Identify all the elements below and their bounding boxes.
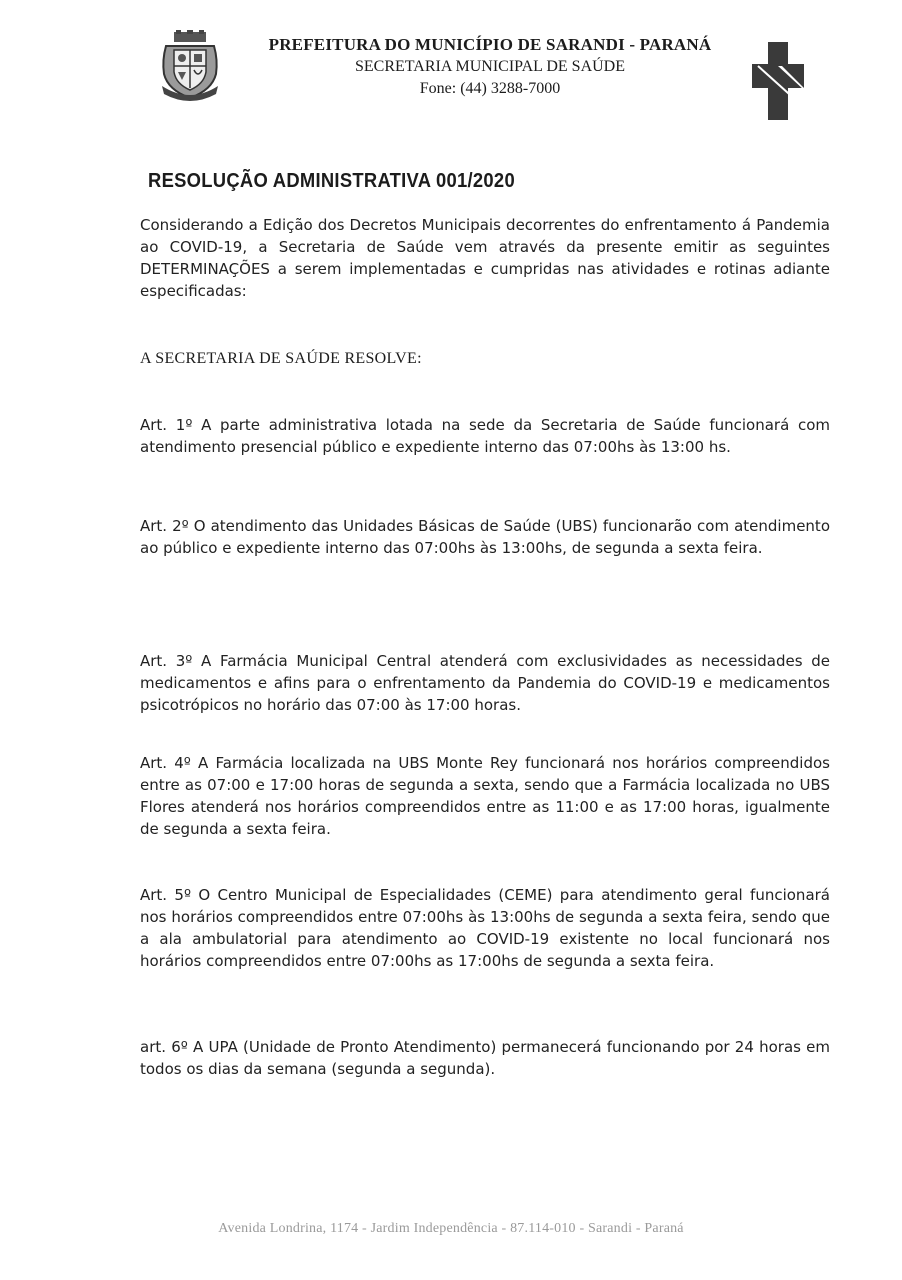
municipality-name: PREFEITURA DO MUNICÍPIO DE SARANDI - PARANÁ bbox=[268, 35, 712, 54]
article-label: Art. 2º bbox=[140, 517, 189, 535]
article-text: A Farmácia localizada na UBS Monte Rey funcionará nos horários compreendidos entre as 07:00 e 17:00 horas de segunda a sexta, sendo que a Farmácia localizada no UBS Flores atenderá nos horários compreendidos entre as 11:00 e as 17:00 horas, igualmente de segunda a sexta feira. bbox=[140, 754, 830, 838]
health-cross-icon bbox=[752, 42, 804, 120]
article-text: A UPA (Unidade de Pronto Atendimento) permanecerá funcionando por 24 horas em todos os dias da semana (segunda a segunda). bbox=[140, 1038, 830, 1078]
phone-number: Fone: (44) 3288-7000 bbox=[419, 80, 561, 97]
intro-paragraph: Considerando a Edição dos Decretos Municipais decorrentes do enfrentamento á Pandemia ao COVID-19, a Secretaria de Saúde vem através da presente emitir as seguintes DETERMINAÇÕES a serem implementadas e cumpridas nas atividades e rotinas adiante especificadas: bbox=[140, 216, 830, 300]
article-text: A parte administrativa lotada na sede da Secretaria de Saúde funcionará com atendimento presencial público e expediente interno das 07:00hs às 13:00 hs. bbox=[140, 416, 830, 456]
article-2 bbox=[140, 515, 830, 559]
article-label: Art. 1º bbox=[140, 416, 193, 434]
article-6 bbox=[140, 1036, 830, 1080]
article-label: Art. 4º bbox=[140, 754, 191, 772]
article-text: O atendimento das Unidades Básicas de Saúde (UBS) funcionarão com atendimento ao público e expediente interno das 07:00hs às 13:00hs, de segunda a sexta feira. bbox=[140, 517, 830, 557]
department-name: SECRETARIA MUNICIPAL DE SAÚDE bbox=[355, 58, 625, 75]
article-label: Art. 3º bbox=[140, 652, 193, 670]
document-title: RESOLUÇÃO ADMINISTRATIVA 001/2020 bbox=[148, 170, 515, 192]
article-4 bbox=[140, 752, 830, 840]
footer-address: Avenida Londrina, 1174 - Jardim Independência - 87.114-010 - Sarandi - Paraná bbox=[218, 1221, 684, 1236]
article-label: Art. 5º bbox=[140, 886, 192, 904]
article-5 bbox=[140, 884, 830, 972]
article-3 bbox=[140, 650, 830, 716]
resolve-heading: A SECRETARIA DE SAÚDE RESOLVE: bbox=[140, 350, 422, 367]
article-text: O Centro Municipal de Especialidades (CEME) para atendimento geral funcionará nos horários compreendidos entre 07:00hs às 13:00hs de segunda a sexta feira, sendo que a ala ambulatorial para atendimento ao COVID-19 existente no local funcionará nos horários compreendidos entre 07:00hs as 17:00hs de segunda a sexta feira. bbox=[140, 886, 830, 970]
article-1 bbox=[140, 414, 830, 458]
letterhead bbox=[230, 34, 750, 100]
municipal-coat-of-arms-icon bbox=[160, 30, 220, 102]
article-text: A Farmácia Municipal Central atenderá com exclusividades as necessidades de medicamentos e afins para o enfrentamento da Pandemia do COVID-19 e medicamentos psicotrópicos no horário das 07:00 às 17:00 horas. bbox=[140, 652, 830, 714]
article-label: art. 6º bbox=[140, 1038, 188, 1056]
